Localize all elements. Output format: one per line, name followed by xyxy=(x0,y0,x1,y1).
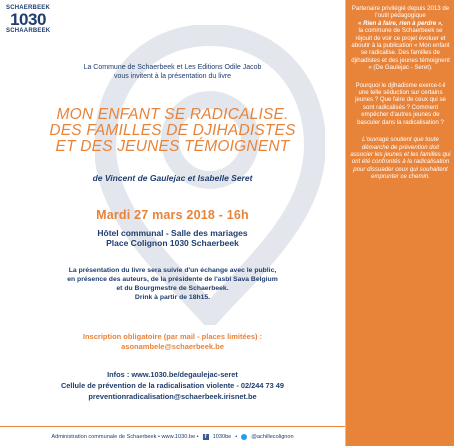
sidebar-content xyxy=(346,5,454,191)
event-details xyxy=(0,266,345,302)
registration-block xyxy=(0,332,345,352)
infos-block xyxy=(0,369,345,402)
event-address: Place Colignon 1030 Schaerbeek xyxy=(106,238,239,248)
infos-prevention-email-link[interactable]: preventionradicalisation@schaerbeek.irisnet.be xyxy=(88,392,257,401)
facebook-icon: f xyxy=(203,434,209,440)
infos-website-link[interactable]: Infos : www.1030.be/degaulejac-seret xyxy=(107,370,238,379)
footer-twitter-handle[interactable]: @achillecolignon xyxy=(251,434,294,440)
logo-number: 1030 xyxy=(10,10,46,29)
event-venue: Hôtel communal - Salle des mariages xyxy=(97,228,248,238)
book-authors: de Vincent de Gaulejac et Isabelle Seret xyxy=(92,173,253,183)
book-title-line-3: ET DES JEUNES TÉMOIGNENT xyxy=(55,138,290,155)
details-line-4: Drink à partir de 18h15. xyxy=(134,294,211,301)
details-line-3: et du Bourgmestre de Schaerbeek. xyxy=(116,285,229,292)
logo-top-text: SCHAERBEEK xyxy=(6,5,51,11)
footer-facebook-handle[interactable]: 1030be xyxy=(212,434,232,440)
event-location xyxy=(0,228,345,248)
invitation-text xyxy=(0,63,345,81)
sidebar-paragraph-questions: Pourquoi le djihadisme exerce-t-il une telle séduction sur certains jeunes ? Que faire de ceux qui se sont radicalisés ? Comment empêcher d'autres jeunes de basculer dans la radicalisation ? xyxy=(355,81,446,126)
event-date: Mardi 27 mars 2018 - 16h xyxy=(96,208,249,222)
twitter-icon xyxy=(241,434,247,440)
sidebar-paragraph-thesis: L'ouvrage soutient que toute démarche de prévention doit associer les jeunes et les familles qui ont été confrontés à la radicalisation pour dissuader ceux qui souhaitent emprunter ce chemin. xyxy=(350,136,451,181)
logo-bottom-text: SCHAARBEEK xyxy=(6,28,51,34)
details-line-1: La présentation du livre sera suivie d'un échange avec le public, xyxy=(68,267,277,274)
book-title xyxy=(0,107,345,155)
book-title-line-2: DES FAMILLES DE DJIHADISTES xyxy=(49,122,296,139)
infos-prevention-cell: Cellule de prévention de la radicalisation violente - 02/244 73 49 xyxy=(60,381,285,390)
sidebar-paragraph-partner xyxy=(346,5,454,72)
footer-text: Administration communale de Schaerbeek • www.1030.be • xyxy=(51,434,199,440)
book-title-line-1: MON ENFANT SE RADICALISE. xyxy=(56,106,289,123)
footer xyxy=(0,426,345,446)
sidebar-partner-intro: Partenaire privilégié depuis 2013 de l'outil pédagogique xyxy=(351,5,450,20)
sidebar-tool-name: « Rien à faire, rien à perdre », xyxy=(357,19,443,27)
sidebar-panel xyxy=(345,0,454,446)
footer-separator: • xyxy=(235,434,238,440)
sidebar-partner-body: la commune de Schaerbeek se réjouit de voir ce projet évoluer et aboutir à la publication « Mon enfant se radicalise. Des familles de djihadistes et des jeunes témoignent » (De Gaulejac - Seret). xyxy=(351,27,450,72)
details-line-2: en présence des auteurs, de la présidente de l'asbl Sava Belgium xyxy=(67,276,278,283)
invitation-line-2: vous invitent à la présentation du livre xyxy=(113,73,232,80)
registration-label: Inscription obligatoire (par mail - places limitées) : xyxy=(82,332,263,341)
registration-email-link[interactable]: asonambele@schaerbeek.be xyxy=(121,342,224,351)
invitation-line-1: La Commune de Schaerbeek et Les Editions Odile Jacob xyxy=(83,64,262,71)
schaerbeek-logo xyxy=(6,5,50,34)
